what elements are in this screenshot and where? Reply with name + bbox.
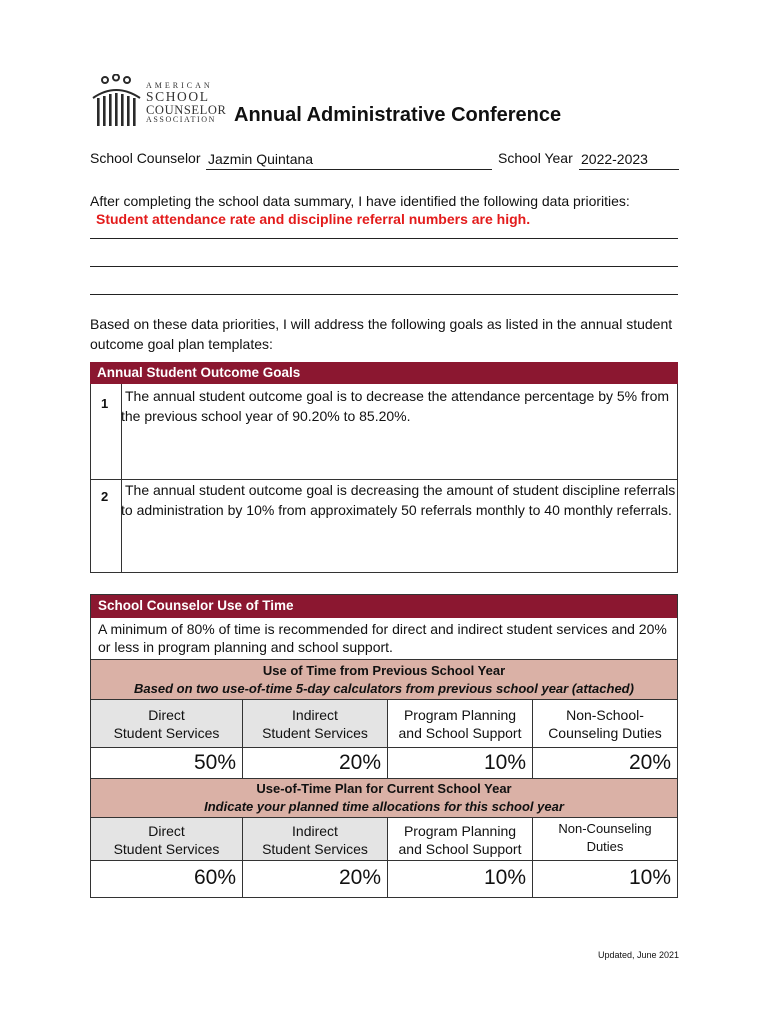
cur-col-noncounseling — [533, 818, 677, 860]
cur-col-indirect-label: Indirect Student Services — [262, 823, 368, 857]
prev-col-noncounseling-label: Non-School- Counseling Duties — [548, 707, 662, 741]
prev-col-indirect — [243, 700, 388, 747]
prev-col-noncounseling — [533, 700, 677, 747]
prev-value-program[interactable]: 10% — [388, 746, 533, 778]
current-year-title: Use-of-Time Plan for Current School Year — [256, 781, 512, 796]
prev-col-program-label: Program Planning and School Support — [398, 707, 522, 741]
logo-line-3: COUNSELOR — [146, 102, 227, 117]
priority-line-2 — [90, 266, 678, 267]
prev-value-noncounseling[interactable]: 20% — [628, 751, 671, 774]
cur-col-direct-label: Direct Student Services — [113, 823, 220, 857]
goal-text-2[interactable]: The annual student outcome goal is decreasing the amount of student discipline referrals to administration by 10% from approximately 50 referrals monthly to 40 monthly referrals. — [121, 482, 676, 518]
school-year-label: School Year — [498, 150, 573, 166]
previous-year-subtitle: Based on two use-of-time 5-day calculators from previous school year (attached) — [134, 681, 634, 696]
prev-col-program — [388, 700, 533, 747]
cur-value-program[interactable]: 10% — [388, 861, 533, 897]
prev-value-indirect[interactable]: 20% — [243, 746, 388, 778]
priority-line-3 — [90, 294, 678, 295]
current-year-columns — [91, 818, 677, 861]
priorities-intro: After completing the school data summary, I have identified the following data priorities: — [90, 193, 630, 209]
use-of-time-note: A minimum of 80% of time is recommended for direct and indirect student services and 20% or less in program planning and school support. — [98, 621, 667, 655]
prev-value-direct[interactable]: 50% — [91, 746, 243, 778]
current-year-values — [91, 861, 677, 897]
previous-year-banner — [91, 659, 677, 700]
use-of-time-header: School Counselor Use of Time — [91, 595, 677, 618]
priority-line-1 — [90, 238, 678, 239]
goals-intro: Based on these data priorities, I will address the following goals as listed in the annual student outcome goal plan templates: — [90, 316, 673, 352]
current-year-subtitle: Indicate your planned time allocations for this school year — [204, 799, 564, 814]
school-year-field[interactable]: 2022-2023 — [579, 149, 679, 170]
prev-col-direct-label: Direct Student Services — [113, 707, 220, 741]
counselor-field[interactable]: Jazmin Quintana — [206, 149, 492, 170]
goal-number-2: 2 — [101, 489, 109, 504]
logo-line-2: SCHOOL — [146, 89, 210, 104]
previous-year-columns — [91, 700, 677, 748]
footer-updated: Updated, June 2021 — [598, 950, 680, 960]
goal-row-1 — [90, 384, 678, 480]
use-of-time-table — [90, 594, 678, 898]
logo-line-1: AMERICAN — [146, 81, 213, 90]
counselor-label: School Counselor — [90, 150, 201, 166]
current-year-banner — [91, 779, 677, 818]
previous-year-title: Use of Time from Previous School Year — [262, 663, 506, 678]
cur-value-noncounseling[interactable]: 10% — [628, 866, 671, 889]
cur-col-program-label: Program Planning and School Support — [398, 823, 522, 857]
cur-col-program — [388, 818, 533, 860]
priority-item: Student attendance rate and discipline referral numbers are high. — [96, 211, 531, 227]
goal-text-1[interactable]: The annual student outcome goal is to decrease the attendance percentage by 5% from the previous school year of 90.20% to 85.20%. — [121, 388, 670, 424]
asca-logo-text — [146, 82, 226, 124]
goals-header: Annual Student Outcome Goals — [90, 362, 678, 384]
cur-col-noncounseling-label: Non-Counseling Duties — [558, 821, 652, 854]
prev-col-indirect-label: Indirect Student Services — [262, 707, 368, 741]
cur-value-indirect[interactable]: 20% — [243, 861, 388, 897]
cur-col-direct — [91, 818, 243, 860]
prev-col-direct — [91, 700, 243, 747]
page-title: Annual Administrative Conference — [234, 104, 562, 126]
goal-number-1: 1 — [101, 396, 109, 411]
logo-line-4: ASSOCIATION — [146, 115, 217, 124]
previous-year-values — [91, 748, 677, 779]
cur-col-indirect — [243, 818, 388, 860]
goal-row-2 — [90, 480, 678, 573]
cur-value-direct[interactable]: 60% — [91, 861, 243, 897]
